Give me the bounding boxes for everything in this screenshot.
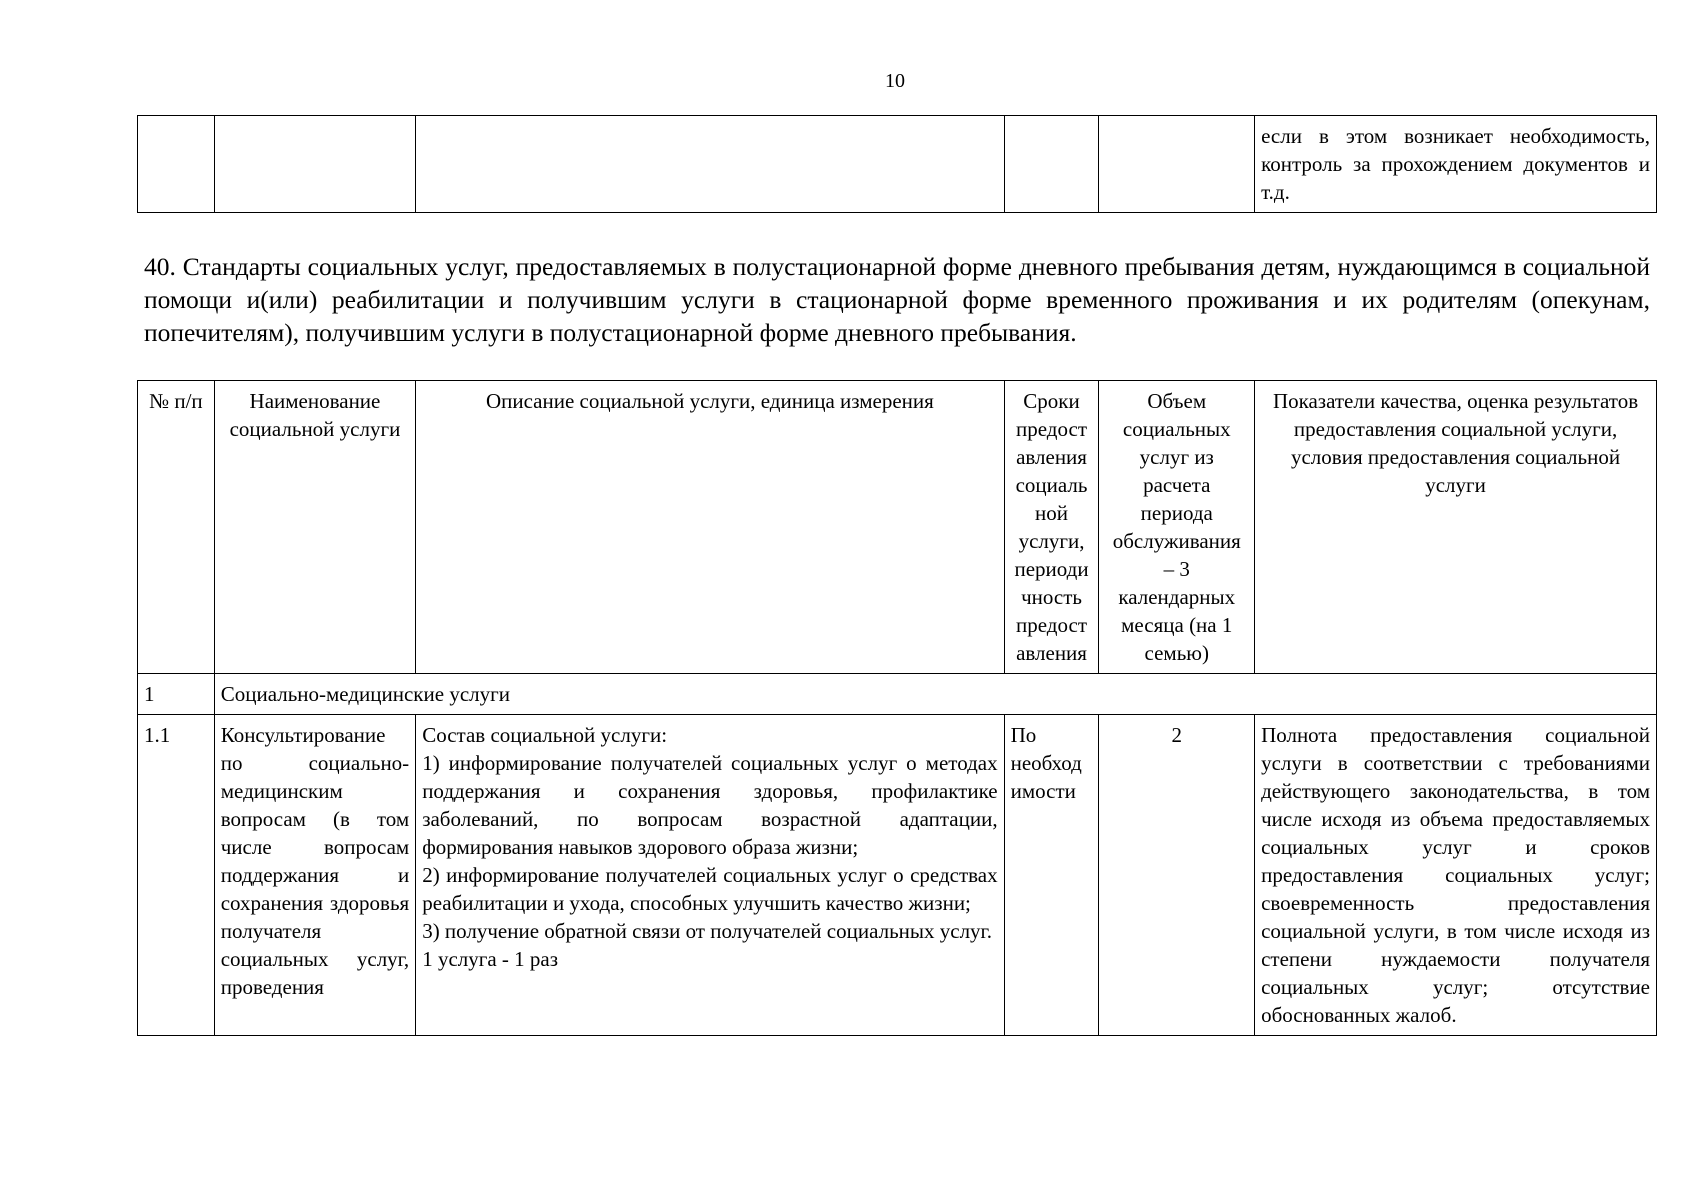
cell-description: [416, 116, 1004, 213]
description-line: Состав социальной услуги:: [422, 723, 668, 747]
description-line: 1 услуга - 1 раз: [422, 947, 559, 971]
section-num: 1: [138, 674, 215, 715]
cell-name: [214, 116, 415, 213]
header-term: Сроки предост авления социаль ной услуги, периоди чность предост авления: [1004, 381, 1099, 674]
row-description: [416, 715, 1004, 1036]
cell-volume: [1099, 116, 1255, 213]
header-name: Наименование социальной услуги: [214, 381, 415, 674]
description-line: 2) информирование получателей социальных услуг о средствах реабилитации и ухода, способных улучшить качество жизни;: [422, 863, 998, 915]
row-num: 1.1: [138, 715, 215, 1036]
table-row: [138, 715, 1657, 1036]
header-description: Описание социальной услуги, единица измерения: [416, 381, 1004, 674]
page-number: 10: [885, 70, 905, 92]
section-title: Социально-медицинские услуги: [214, 674, 1656, 715]
table-row: [138, 116, 1657, 213]
standards-table: [137, 380, 1657, 1036]
header-volume: Объем социальных услуг из расчета периода обслуживания – 3 календарных месяца (на 1 семью): [1099, 381, 1255, 674]
cell-term: [1004, 116, 1099, 213]
row-quality: Полнота предоставления социальной услуги в соответствии с требованиями действующего законодательства, в том числе исходя из объема предоставляемых социальных услуг и сроков предоставления социальных услуг; своевременность предоставления социальной услуги, в том числе исходя из степени нуждаемости получателя социальных услуг; отсутствие обоснованных жалоб.: [1255, 715, 1657, 1036]
header-num: № п/п: [138, 381, 215, 674]
header-row: [138, 381, 1657, 674]
row-volume: 2: [1099, 715, 1255, 1036]
header-quality: Показатели качества, оценка результатов предоставления социальной услуги, условия предоставления социальной услуги: [1255, 381, 1657, 674]
description-line: 3) получение обратной связи от получателей социальных услуг.: [422, 919, 993, 943]
description-line: 1) информирование получателей социальных услуг о методах поддержания и сохранения здоровья, профилактике заболеваний, по вопросам возрастной адаптации, формирования навыков здорового образа жизни;: [422, 751, 998, 859]
continuation-table: [137, 115, 1657, 213]
row-name: Консультирование по социально-медицинским вопросам (в том числе вопросам поддержания и сохранения здоровья получателя социальных услуг, проведения: [214, 715, 415, 1036]
section-heading: 40. Стандарты социальных услуг, предоставляемых в полустационарной форме дневного пребывания детям, нуждающимся в социальной помощи и(или) реабилитации и получившим услуги в стационарной форме временного проживания и их родителям (опекунам, попечителям), получившим услуги в полустационарной форме дневного пребывания.: [144, 252, 1650, 347]
section-row: [138, 674, 1657, 715]
cell-quality: если в этом возникает необходимость, контроль за прохождением документов и т.д.: [1255, 116, 1657, 213]
row-term: По необходимости: [1004, 715, 1099, 1036]
cell-num: [138, 116, 215, 213]
